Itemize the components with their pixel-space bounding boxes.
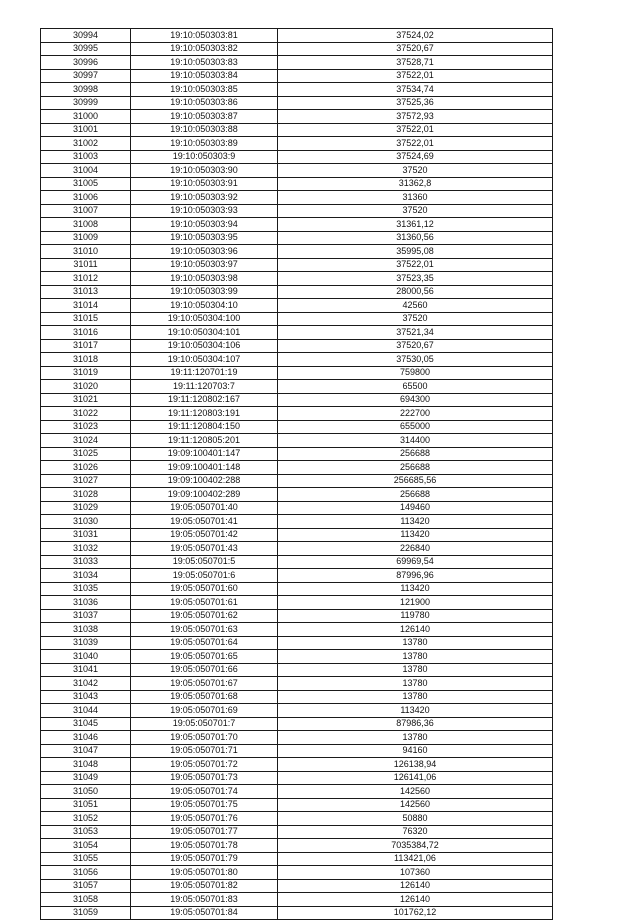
value-cell: 42560: [278, 299, 553, 313]
row-number-cell: 31038: [41, 623, 131, 637]
cadastral-number-cell: 19:10:050303:91: [131, 177, 278, 191]
row-number-cell: 31047: [41, 744, 131, 758]
cadastral-number-cell: 19:09:100402:288: [131, 474, 278, 488]
row-number-cell: 31020: [41, 380, 131, 394]
value-cell: 256688: [278, 447, 553, 461]
value-cell: 37520,67: [278, 42, 553, 56]
row-number-cell: 31057: [41, 879, 131, 893]
value-cell: 655000: [278, 420, 553, 434]
cadastral-number-cell: 19:05:050701:72: [131, 758, 278, 772]
value-cell: 94160: [278, 744, 553, 758]
row-number-cell: 31029: [41, 501, 131, 515]
row-number-cell: 31051: [41, 798, 131, 812]
table-row: [41, 569, 553, 583]
table-row: [41, 191, 553, 205]
cadastral-number-cell: 19:10:050304:10: [131, 299, 278, 313]
data-table: [40, 28, 553, 920]
cadastral-number-cell: 19:05:050701:78: [131, 839, 278, 853]
value-cell: 87986,36: [278, 717, 553, 731]
value-cell: 7035384,72: [278, 839, 553, 853]
cadastral-number-cell: 19:05:050701:69: [131, 704, 278, 718]
row-number-cell: 31009: [41, 231, 131, 245]
row-number-cell: 31032: [41, 542, 131, 556]
row-number-cell: 31048: [41, 758, 131, 772]
value-cell: 31360,56: [278, 231, 553, 245]
value-cell: 113420: [278, 582, 553, 596]
value-cell: 37525,36: [278, 96, 553, 110]
value-cell: 256685,56: [278, 474, 553, 488]
value-cell: 13780: [278, 677, 553, 691]
value-cell: 119780: [278, 609, 553, 623]
table-row: [41, 434, 553, 448]
cadastral-number-cell: 19:10:050303:90: [131, 164, 278, 178]
value-cell: 37534,74: [278, 83, 553, 97]
value-cell: 37522,01: [278, 69, 553, 83]
row-number-cell: 31016: [41, 326, 131, 340]
table-row: [41, 528, 553, 542]
table-row: [41, 177, 553, 191]
value-cell: 113420: [278, 528, 553, 542]
value-cell: 37524,02: [278, 29, 553, 43]
table-row: [41, 798, 553, 812]
cadastral-number-cell: 19:10:050303:93: [131, 204, 278, 218]
value-cell: 149460: [278, 501, 553, 515]
cadastral-number-cell: 19:09:100401:148: [131, 461, 278, 475]
cadastral-number-cell: 19:05:050701:5: [131, 555, 278, 569]
row-number-cell: 31054: [41, 839, 131, 853]
table-row: [41, 285, 553, 299]
table-row: [41, 366, 553, 380]
cadastral-number-cell: 19:10:050303:84: [131, 69, 278, 83]
cadastral-number-cell: 19:05:050701:76: [131, 812, 278, 826]
row-number-cell: 31046: [41, 731, 131, 745]
table-row: [41, 812, 553, 826]
value-cell: 13780: [278, 731, 553, 745]
cadastral-number-cell: 19:10:050303:92: [131, 191, 278, 205]
value-cell: 222700: [278, 407, 553, 421]
row-number-cell: 31056: [41, 866, 131, 880]
cadastral-number-cell: 19:10:050303:89: [131, 137, 278, 151]
value-cell: 37520: [278, 204, 553, 218]
table-row: [41, 609, 553, 623]
cadastral-number-cell: 19:05:050701:6: [131, 569, 278, 583]
cadastral-number-cell: 19:10:050303:96: [131, 245, 278, 259]
value-cell: 113420: [278, 515, 553, 529]
table-row: [41, 339, 553, 353]
row-number-cell: 31034: [41, 569, 131, 583]
row-number-cell: 31007: [41, 204, 131, 218]
value-cell: 87996,96: [278, 569, 553, 583]
value-cell: 121900: [278, 596, 553, 610]
value-cell: 37520: [278, 312, 553, 326]
table-row: [41, 744, 553, 758]
table-row: [41, 596, 553, 610]
cadastral-number-cell: 19:10:050304:101: [131, 326, 278, 340]
table-row: [41, 704, 553, 718]
row-number-cell: 31021: [41, 393, 131, 407]
cadastral-number-cell: 19:05:050701:83: [131, 893, 278, 907]
row-number-cell: 31037: [41, 609, 131, 623]
table-row: [41, 690, 553, 704]
row-number-cell: 31043: [41, 690, 131, 704]
cadastral-number-cell: 19:10:050303:9: [131, 150, 278, 164]
cadastral-number-cell: 19:05:050701:77: [131, 825, 278, 839]
table-row: [41, 299, 553, 313]
row-number-cell: 31044: [41, 704, 131, 718]
table-row: [41, 123, 553, 137]
value-cell: 113420: [278, 704, 553, 718]
table-row: [41, 29, 553, 43]
value-cell: 50880: [278, 812, 553, 826]
cadastral-number-cell: 19:05:050701:60: [131, 582, 278, 596]
value-cell: 113421,06: [278, 852, 553, 866]
table-row: [41, 380, 553, 394]
table-row: [41, 137, 553, 151]
table-row: [41, 42, 553, 56]
row-number-cell: 31059: [41, 906, 131, 920]
value-cell: 126140: [278, 893, 553, 907]
value-cell: 256688: [278, 488, 553, 502]
table-row: [41, 110, 553, 124]
row-number-cell: 31050: [41, 785, 131, 799]
cadastral-number-cell: 19:05:050701:73: [131, 771, 278, 785]
cadastral-number-cell: 19:09:100401:147: [131, 447, 278, 461]
cadastral-number-cell: 19:11:120802:167: [131, 393, 278, 407]
table-row: [41, 231, 553, 245]
cadastral-number-cell: 19:05:050701:75: [131, 798, 278, 812]
row-number-cell: 31000: [41, 110, 131, 124]
cadastral-number-cell: 19:10:050303:81: [131, 29, 278, 43]
row-number-cell: 31045: [41, 717, 131, 731]
row-number-cell: 31017: [41, 339, 131, 353]
table-row: [41, 407, 553, 421]
value-cell: 28000,56: [278, 285, 553, 299]
row-number-cell: 31018: [41, 353, 131, 367]
row-number-cell: 31015: [41, 312, 131, 326]
cadastral-number-cell: 19:05:050701:43: [131, 542, 278, 556]
row-number-cell: 31039: [41, 636, 131, 650]
table-row: [41, 353, 553, 367]
value-cell: 37522,01: [278, 258, 553, 272]
row-number-cell: 31058: [41, 893, 131, 907]
row-number-cell: 31030: [41, 515, 131, 529]
table-body: [41, 29, 553, 920]
cadastral-number-cell: 19:05:050701:7: [131, 717, 278, 731]
table-row: [41, 258, 553, 272]
value-cell: 256688: [278, 461, 553, 475]
row-number-cell: 31013: [41, 285, 131, 299]
value-cell: 31360: [278, 191, 553, 205]
row-number-cell: 31040: [41, 650, 131, 664]
table-row: [41, 69, 553, 83]
table-row: [41, 164, 553, 178]
table-row: [41, 636, 553, 650]
row-number-cell: 31036: [41, 596, 131, 610]
table-row: [41, 758, 553, 772]
row-number-cell: 31053: [41, 825, 131, 839]
cadastral-number-cell: 19:05:050701:82: [131, 879, 278, 893]
cadastral-number-cell: 19:05:050701:71: [131, 744, 278, 758]
cadastral-number-cell: 19:11:120701:19: [131, 366, 278, 380]
cadastral-number-cell: 19:11:120805:201: [131, 434, 278, 448]
cadastral-number-cell: 19:10:050303:86: [131, 96, 278, 110]
table-row: [41, 447, 553, 461]
cadastral-number-cell: 19:10:050303:82: [131, 42, 278, 56]
cadastral-number-cell: 19:05:050701:68: [131, 690, 278, 704]
row-number-cell: 31004: [41, 164, 131, 178]
table-row: [41, 852, 553, 866]
table-row: [41, 677, 553, 691]
table-row: [41, 893, 553, 907]
value-cell: 37520: [278, 164, 553, 178]
row-number-cell: 31014: [41, 299, 131, 313]
cadastral-number-cell: 19:05:050701:64: [131, 636, 278, 650]
value-cell: 13780: [278, 636, 553, 650]
value-cell: 37530,05: [278, 353, 553, 367]
table-row: [41, 515, 553, 529]
cadastral-number-cell: 19:10:050303:97: [131, 258, 278, 272]
row-number-cell: 31033: [41, 555, 131, 569]
value-cell: 37521,34: [278, 326, 553, 340]
table-row: [41, 542, 553, 556]
table-row: [41, 474, 553, 488]
cadastral-number-cell: 19:05:050701:79: [131, 852, 278, 866]
cadastral-number-cell: 19:05:050701:80: [131, 866, 278, 880]
cadastral-number-cell: 19:05:050701:41: [131, 515, 278, 529]
table-row: [41, 785, 553, 799]
row-number-cell: 31003: [41, 150, 131, 164]
row-number-cell: 31010: [41, 245, 131, 259]
value-cell: 13780: [278, 690, 553, 704]
row-number-cell: 31041: [41, 663, 131, 677]
table-row: [41, 501, 553, 515]
table-row: [41, 879, 553, 893]
row-number-cell: 31022: [41, 407, 131, 421]
value-cell: 226840: [278, 542, 553, 556]
table-row: [41, 825, 553, 839]
value-cell: 694300: [278, 393, 553, 407]
table-row: [41, 312, 553, 326]
table-row: [41, 272, 553, 286]
cadastral-number-cell: 19:11:120703:7: [131, 380, 278, 394]
value-cell: 126140: [278, 879, 553, 893]
value-cell: 69969,54: [278, 555, 553, 569]
table-row: [41, 218, 553, 232]
table-row: [41, 326, 553, 340]
table-row: [41, 906, 553, 920]
value-cell: 142560: [278, 798, 553, 812]
table-row: [41, 663, 553, 677]
table-row: [41, 731, 553, 745]
cadastral-number-cell: 19:05:050701:61: [131, 596, 278, 610]
table-row: [41, 488, 553, 502]
cadastral-number-cell: 19:10:050303:94: [131, 218, 278, 232]
table-row: [41, 420, 553, 434]
value-cell: 107360: [278, 866, 553, 880]
row-number-cell: 31042: [41, 677, 131, 691]
cadastral-number-cell: 19:05:050701:63: [131, 623, 278, 637]
value-cell: 126140: [278, 623, 553, 637]
row-number-cell: 31026: [41, 461, 131, 475]
table-row: [41, 866, 553, 880]
row-number-cell: 31031: [41, 528, 131, 542]
row-number-cell: 30996: [41, 56, 131, 70]
row-number-cell: 31005: [41, 177, 131, 191]
table-row: [41, 393, 553, 407]
cadastral-number-cell: 19:10:050303:99: [131, 285, 278, 299]
cadastral-number-cell: 19:10:050303:98: [131, 272, 278, 286]
value-cell: 37572,93: [278, 110, 553, 124]
value-cell: 13780: [278, 650, 553, 664]
cadastral-number-cell: 19:10:050303:95: [131, 231, 278, 245]
table-row: [41, 245, 553, 259]
value-cell: 37522,01: [278, 137, 553, 151]
row-number-cell: 31025: [41, 447, 131, 461]
cadastral-number-cell: 19:10:050303:85: [131, 83, 278, 97]
value-cell: 76320: [278, 825, 553, 839]
cadastral-number-cell: 19:05:050701:67: [131, 677, 278, 691]
row-number-cell: 31052: [41, 812, 131, 826]
value-cell: 126138,94: [278, 758, 553, 772]
row-number-cell: 31035: [41, 582, 131, 596]
table-row: [41, 650, 553, 664]
row-number-cell: 31024: [41, 434, 131, 448]
cadastral-number-cell: 19:10:050303:83: [131, 56, 278, 70]
cadastral-number-cell: 19:05:050701:42: [131, 528, 278, 542]
cadastral-number-cell: 19:05:050701:62: [131, 609, 278, 623]
row-number-cell: 30999: [41, 96, 131, 110]
row-number-cell: 31002: [41, 137, 131, 151]
value-cell: 35995,08: [278, 245, 553, 259]
cadastral-number-cell: 19:10:050304:106: [131, 339, 278, 353]
value-cell: 759800: [278, 366, 553, 380]
table-row: [41, 83, 553, 97]
value-cell: 126141,06: [278, 771, 553, 785]
cadastral-number-cell: 19:05:050701:74: [131, 785, 278, 799]
table-row: [41, 555, 553, 569]
cadastral-number-cell: 19:10:050304:107: [131, 353, 278, 367]
row-number-cell: 31012: [41, 272, 131, 286]
value-cell: 37522,01: [278, 123, 553, 137]
row-number-cell: 31049: [41, 771, 131, 785]
row-number-cell: 31011: [41, 258, 131, 272]
table-row: [41, 717, 553, 731]
table-row: [41, 623, 553, 637]
value-cell: 37524,69: [278, 150, 553, 164]
row-number-cell: 31006: [41, 191, 131, 205]
value-cell: 65500: [278, 380, 553, 394]
cadastral-number-cell: 19:10:050303:87: [131, 110, 278, 124]
table-row: [41, 96, 553, 110]
table-row: [41, 150, 553, 164]
value-cell: 37528,71: [278, 56, 553, 70]
value-cell: 101762,12: [278, 906, 553, 920]
value-cell: 13780: [278, 663, 553, 677]
cadastral-number-cell: 19:05:050701:65: [131, 650, 278, 664]
row-number-cell: 31055: [41, 852, 131, 866]
cadastral-number-cell: 19:10:050304:100: [131, 312, 278, 326]
row-number-cell: 31001: [41, 123, 131, 137]
row-number-cell: 31008: [41, 218, 131, 232]
table-row: [41, 204, 553, 218]
row-number-cell: 31027: [41, 474, 131, 488]
value-cell: 37520,67: [278, 339, 553, 353]
table-row: [41, 461, 553, 475]
cadastral-number-cell: 19:10:050303:88: [131, 123, 278, 137]
table-row: [41, 839, 553, 853]
row-number-cell: 30998: [41, 83, 131, 97]
row-number-cell: 30997: [41, 69, 131, 83]
table-row: [41, 582, 553, 596]
value-cell: 314400: [278, 434, 553, 448]
row-number-cell: 31028: [41, 488, 131, 502]
cadastral-number-cell: 19:05:050701:66: [131, 663, 278, 677]
row-number-cell: 31023: [41, 420, 131, 434]
row-number-cell: 31019: [41, 366, 131, 380]
row-number-cell: 30995: [41, 42, 131, 56]
value-cell: 142560: [278, 785, 553, 799]
value-cell: 37523,35: [278, 272, 553, 286]
table-row: [41, 771, 553, 785]
value-cell: 31362,8: [278, 177, 553, 191]
cadastral-number-cell: 19:05:050701:70: [131, 731, 278, 745]
cadastral-number-cell: 19:05:050701:84: [131, 906, 278, 920]
cadastral-number-cell: 19:11:120803:191: [131, 407, 278, 421]
value-cell: 31361,12: [278, 218, 553, 232]
cadastral-number-cell: 19:09:100402:289: [131, 488, 278, 502]
row-number-cell: 30994: [41, 29, 131, 43]
cadastral-number-cell: 19:05:050701:40: [131, 501, 278, 515]
cadastral-number-cell: 19:11:120804:150: [131, 420, 278, 434]
table-row: [41, 56, 553, 70]
